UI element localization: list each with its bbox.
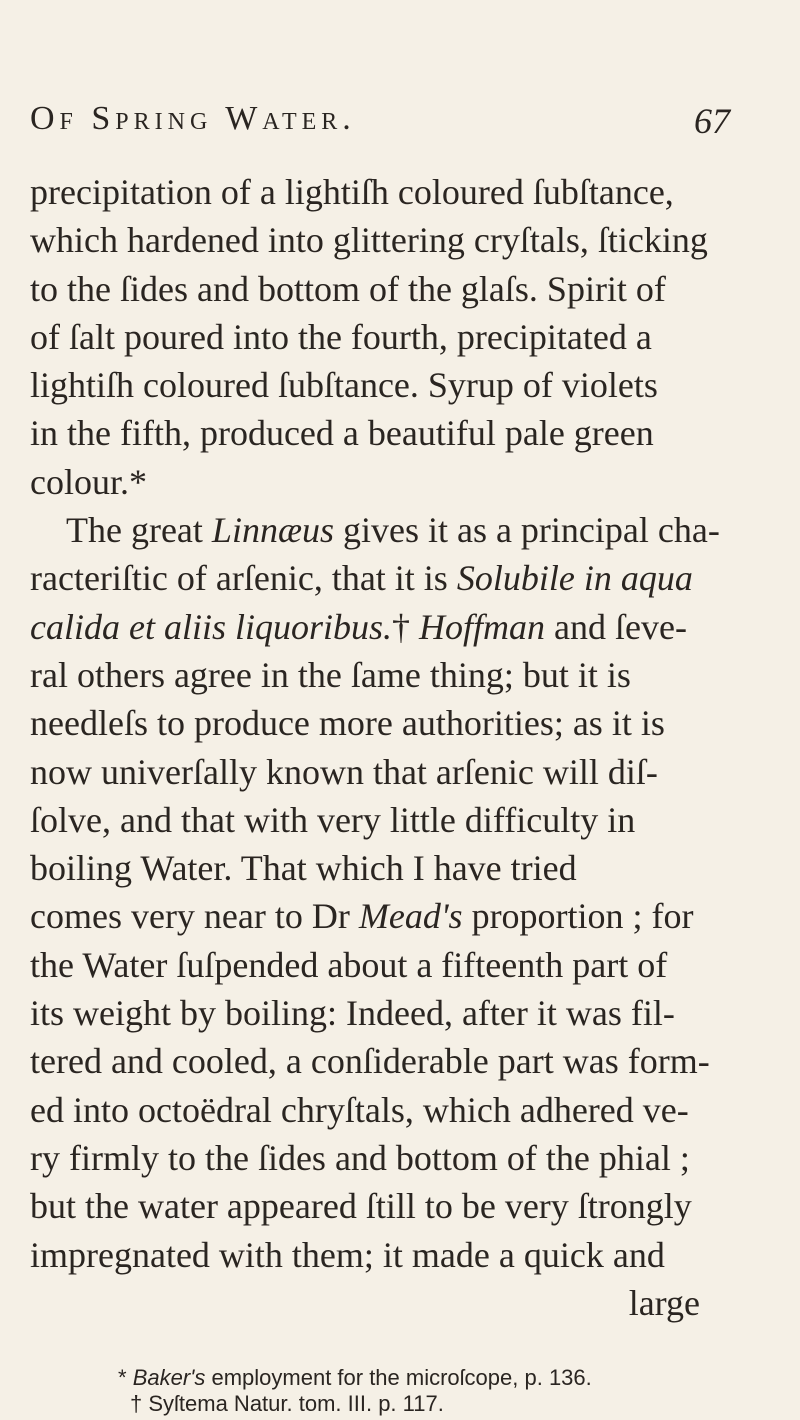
text-span: comes very near to Dr xyxy=(30,896,359,937)
footnote-author: Baker's xyxy=(132,1365,206,1390)
name-linnaeus: Linnæus xyxy=(211,510,334,551)
text-line: lightiſh coloured ſubſtance. Syrup of violets xyxy=(30,365,658,406)
text-line: needleſs to produce more authorities; as it is xyxy=(30,703,665,744)
latin-phrase: calida et aliis liquoribus. xyxy=(30,606,393,647)
text-span: and ſeve- xyxy=(545,606,687,647)
text-line: ſolve, and that with very little difficulty in xyxy=(30,799,636,840)
text-line xyxy=(30,603,730,651)
text-line xyxy=(30,554,730,602)
text-line: colour.* xyxy=(30,461,147,502)
text-line xyxy=(30,506,730,554)
running-title: Of Spring Water. xyxy=(30,100,356,137)
latin-phrase: Solubile in aqua xyxy=(456,558,693,599)
footnote-mark: * xyxy=(118,1365,133,1390)
text-line: in the fifth, produced a beautiful pale green xyxy=(30,413,654,454)
text-line: ed into octoëdral chryſtals, which adhered ve- xyxy=(30,1089,689,1130)
body-text xyxy=(30,168,730,1327)
text-line xyxy=(30,892,730,940)
text-line: tered and cooled, a conſiderable part was form- xyxy=(30,1041,710,1082)
text-line: now univerſally known that arſenic will diſ- xyxy=(30,751,658,792)
text-span: proportion ; for xyxy=(462,896,694,937)
page-header xyxy=(30,100,730,154)
text-span: The great xyxy=(66,510,212,551)
text-line: the Water ſuſpended about a fifteenth part of xyxy=(30,944,668,985)
name-mead: Mead's xyxy=(358,896,463,937)
text-line: impregnated with them; it made a quick and xyxy=(30,1234,665,1275)
text-line: ry firmly to the ſides and bottom of the phial ; xyxy=(30,1137,690,1178)
catchword: large xyxy=(628,1282,700,1323)
footnote-text: employment for the microſcope, p. 136. xyxy=(205,1365,592,1390)
page-number: 67 xyxy=(694,101,730,141)
text-line: of ſalt poured into the fourth, precipitated a xyxy=(30,316,652,357)
text-line: which hardened into glittering cryſtals, ſticking xyxy=(30,220,708,261)
footnote-1 xyxy=(30,1365,730,1391)
text-line: to the ſides and bottom of the glaſs. Spirit of xyxy=(30,268,666,309)
footnotes xyxy=(30,1365,730,1417)
text-span: racteriſtic of arſenic, that it is xyxy=(30,558,457,599)
text-line: ral others agree in the ſame thing; but it is xyxy=(30,654,631,695)
text-line: its weight by boiling: Indeed, after it was fil- xyxy=(30,993,675,1034)
footnote-2: † Syſtema Natur. tom. III. p. 117. xyxy=(130,1391,444,1416)
text-line: boiling Water. That which I have tried xyxy=(30,848,577,889)
footnote-ref: † xyxy=(392,606,420,647)
text-line: but the water appeared ſtill to be very ſtrongly xyxy=(30,1186,692,1227)
name-hoffman: Hoffman xyxy=(419,606,546,647)
text-span: gives it as a principal cha- xyxy=(333,510,720,551)
text-line: precipitation of a lightiſh coloured ſubſtance, xyxy=(30,172,674,212)
